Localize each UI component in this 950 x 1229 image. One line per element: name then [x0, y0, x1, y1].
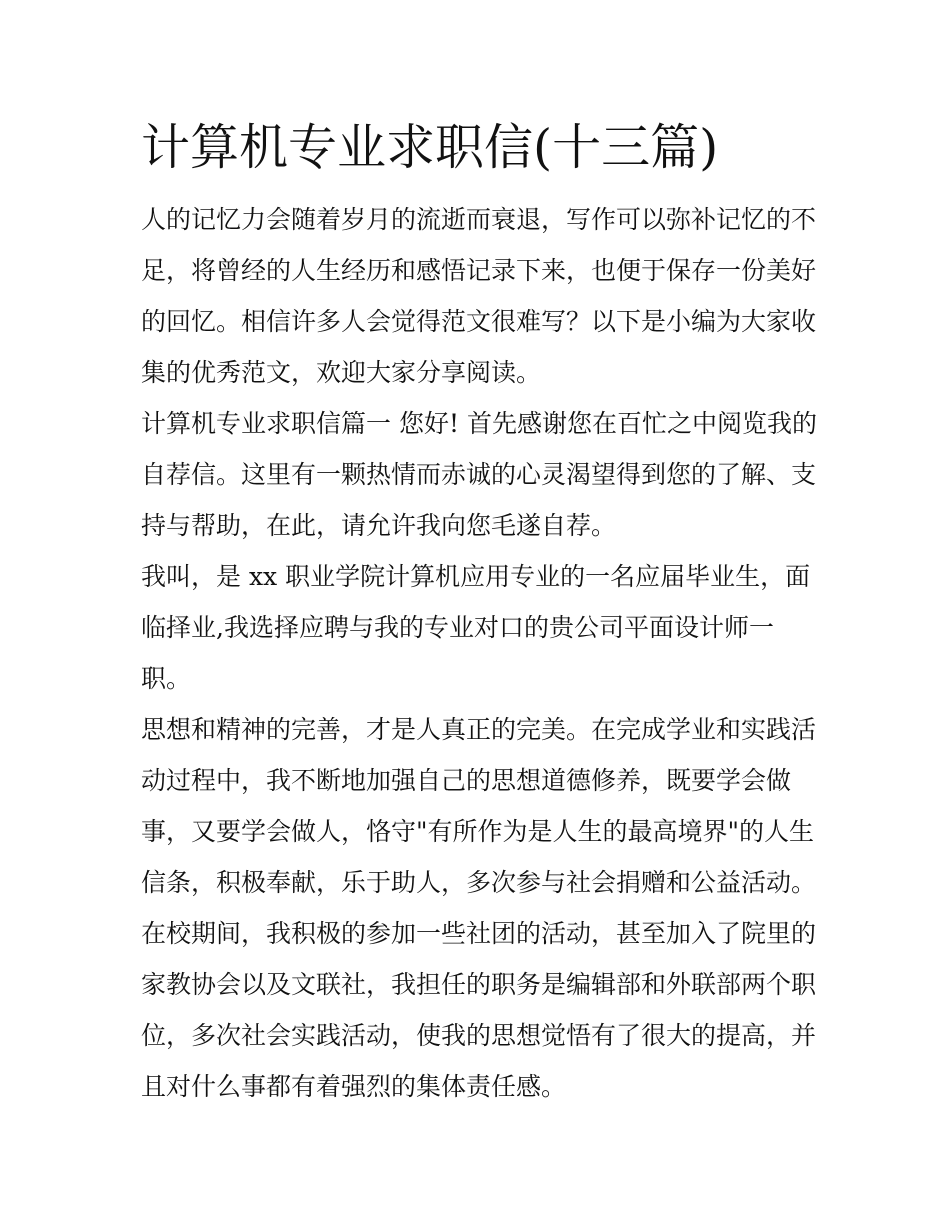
greeting-paragraph — [141, 398, 821, 551]
paragraph-line: 信条，积极奉献，乐于助人，多次参与社会捐赠和公益活动。 — [141, 868, 817, 897]
paragraph-line: 事，又要学会做人，恪守"有所作为是人生的最高境界"的人生 — [141, 817, 815, 846]
paragraph-line: 动过程中，我不断地加强自己的思想道德修养，既要学会做 — [141, 766, 792, 795]
paragraph-line: 的回忆。相信许多人会觉得范文很难写？以下是小编为大家收 — [141, 307, 817, 336]
paragraph-line: 职。 — [141, 664, 192, 693]
paragraph-line: 位，多次社会实践活动，使我的思想觉悟有了很大的提高，并 — [141, 1021, 817, 1050]
paragraph-line: 我叫，是 xx 职业学院计算机应用专业的一名应届毕业生，面 — [141, 562, 811, 591]
paragraph-line: 足，将曾经的人生经历和感悟记录下来，也便于保存一份美好 — [141, 256, 817, 285]
paragraph-line: 计算机专业求职信篇一 您好! 首先感谢您在百忙之中阅览我的 — [141, 409, 817, 438]
document-title: 计算机专业求职信(十三篇) — [141, 119, 719, 176]
paragraph-line: 自荐信。这里有一颗热情而赤诚的心灵渴望得到您的了解、支 — [141, 460, 817, 489]
paragraph-line: 思想和精神的完善，才是人真正的完美。在完成学业和实践活 — [141, 715, 817, 744]
introduction-paragraph — [141, 551, 821, 704]
paragraph-line: 临择业,我选择应聘与我的专业对口的贵公司平面设计师一 — [141, 613, 774, 642]
paragraph-line: 持与帮助，在此，请允许我向您毛遂自荐。 — [141, 511, 617, 540]
intro-paragraph — [141, 194, 821, 398]
character-paragraph — [141, 704, 821, 1112]
paragraph-line: 在校期间，我积极的参加一些社团的活动，甚至加入了院里的 — [141, 919, 817, 948]
paragraph-line: 且对什么事都有着强烈的集体责任感。 — [141, 1072, 567, 1101]
paragraph-line: 人的记忆力会随着岁月的流逝而衰退，写作可以弥补记忆的不 — [141, 205, 817, 234]
paragraph-line: 家教协会以及文联社，我担任的职务是编辑部和外联部两个职 — [141, 970, 817, 999]
paragraph-line: 集的优秀范文，欢迎大家分享阅读。 — [141, 358, 542, 387]
